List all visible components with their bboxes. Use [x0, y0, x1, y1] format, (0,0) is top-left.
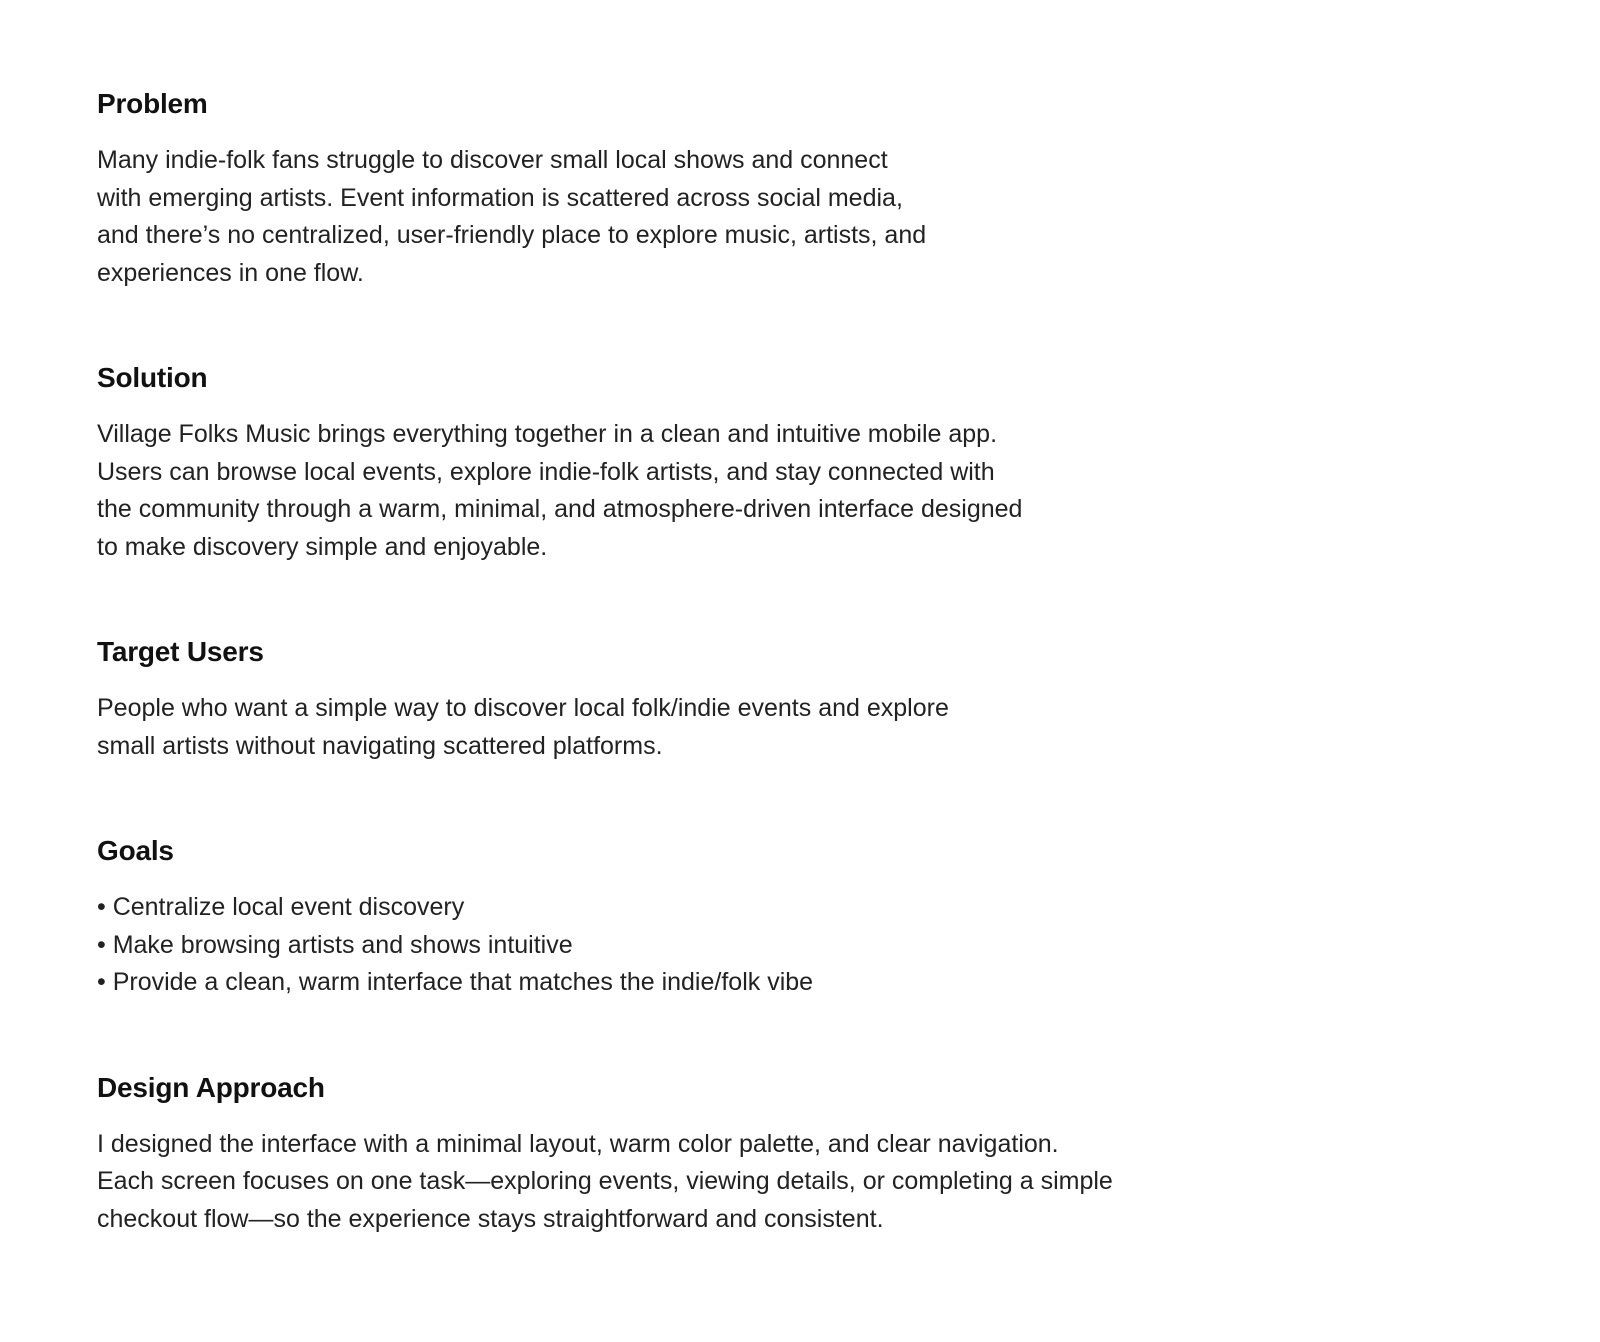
paragraph-line: experiences in one flow.: [97, 258, 364, 287]
paragraph-line: Users can browse local events, explore indie-folk artists, and stay connected with: [97, 457, 995, 486]
goal-list-item: • Centralize local event discovery: [97, 893, 465, 921]
paragraph-line: and there’s no centralized, user-friendly place to explore music, artists, and: [97, 221, 927, 249]
section-paragraph: [97, 416, 1247, 566]
paragraph-line: Each screen focuses on one task—exploring events, viewing details, or completing a simple: [97, 1167, 1113, 1195]
paragraph-line: with emerging artists. Event information is scattered across social media,: [97, 183, 903, 212]
section-heading: Target Users: [97, 636, 264, 667]
section-paragraph: [97, 1126, 1247, 1239]
paragraph-line: to make discovery simple and enjoyable.: [97, 532, 548, 561]
section-heading: Problem: [97, 88, 208, 119]
section-paragraph: [97, 690, 1247, 765]
section-solution: [97, 360, 1247, 566]
section-goals: [97, 833, 1247, 1002]
section-design-approach: [97, 1070, 1247, 1239]
paragraph-line: Village Folks Music brings everything together in a clean and intuitive mobile app.: [97, 420, 998, 448]
section-heading: Design Approach: [97, 1071, 325, 1103]
paragraph-line: checkout flow—so the experience stays straightforward and consistent.: [97, 1204, 884, 1233]
goal-list-item: • Make browsing artists and shows intuitive: [97, 930, 573, 959]
section-heading: Goals: [97, 835, 174, 866]
section-heading: Solution: [97, 362, 208, 393]
document-body: [97, 86, 1247, 1238]
goals-list: [97, 889, 1247, 1002]
paragraph-line: People who want a simple way to discover local folk/indie events and explore: [97, 694, 949, 722]
section-problem: [97, 86, 1247, 292]
section-target-users: [97, 634, 1247, 765]
section-paragraph: [97, 142, 1247, 292]
paragraph-line: Many indie-folk fans struggle to discover small local shows and connect: [97, 146, 888, 174]
paragraph-line: I designed the interface with a minimal layout, warm color palette, and clear navigation.: [97, 1129, 1059, 1158]
goal-list-item: • Provide a clean, warm interface that matches the indie/folk vibe: [97, 968, 814, 996]
paragraph-line: the community through a warm, minimal, and atmosphere-driven interface designed: [97, 495, 1023, 523]
paragraph-line: small artists without navigating scattered platforms.: [97, 731, 663, 760]
